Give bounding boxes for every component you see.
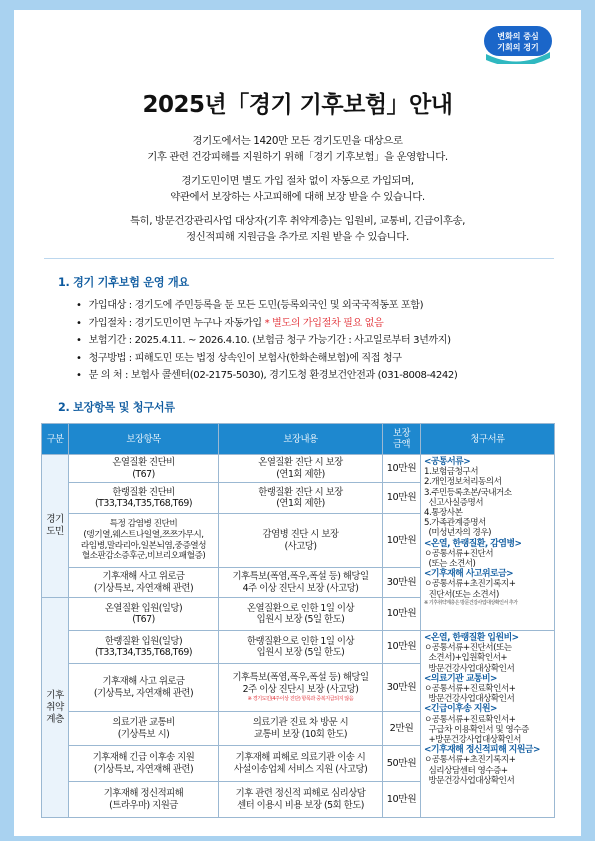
coverage-content: 한랭질환으로 인한 1일 이상 입원시 보장 (5일 한도) bbox=[219, 631, 383, 664]
coverage-amount: 10만원 bbox=[383, 631, 421, 664]
duplicate-note: ※ 경기도민(4주이상 진단) 항목과 중복지급되지 않음 bbox=[247, 695, 354, 702]
page-title: 2025년「경기 기후보험」안내 bbox=[142, 92, 453, 118]
coverage-item: 기후재해 사고 위로금 (기상특보, 자연재해 관련) bbox=[69, 568, 219, 598]
gyeonggi-logo-icon bbox=[480, 24, 556, 64]
documents-vulnerable: <온열, 한랭질환 입원비> ㅇ공통서류+진단서(또는 소견서)+입원확인서+ 방문건강사업대상확인서 <의료기관 교통비> ㅇ공통서류+진료확인서+ 방문건강사업대상확인서 <긴급이후송 지원> ㅇ공통서류+진료확인서+ 구급차 이용확인서 및 영수증 +방문건강사업대상확인서 <기후재해 정신적피해 지원금> ㅇ공통서류+초진기록지+ 심리상담센터 영수증+ 방문건강사업대상확인서 bbox=[421, 631, 555, 818]
overview-list bbox=[76, 297, 566, 385]
coverage-amount: 10만원 bbox=[383, 455, 421, 483]
coverage-amount: 10만원 bbox=[383, 483, 421, 514]
coverage-content: 기후 관련 정신적 피해로 심리상담 센터 이용시 비용 보장 (5회 한도) bbox=[219, 782, 383, 818]
coverage-content: 의료기관 진료 차 방문 시 교통비 보장 (10회 한도) bbox=[219, 712, 383, 746]
coverage-item: 온열질환 진단비 (T67) bbox=[69, 455, 219, 483]
coverage-amount: 30만원 bbox=[383, 568, 421, 598]
overview-item: • 문 의 처 : 보험사 콜센터(02-2175-5030), 경기도청 환경보건안전과 (031-8008-4242) bbox=[76, 367, 566, 385]
overview-item: • 청구방법 : 피해도민 또는 법정 상속인이 보험사(한화손해보험)에 직접 청구 bbox=[76, 350, 566, 368]
header-amount: 보장 금액 bbox=[383, 424, 421, 455]
table-header-row bbox=[42, 424, 555, 455]
coverage-content: 기후특보(폭염,폭우,폭설 등) 해당일 2주 이상 진단시 보장 (사고당) ※ 경기도민(4주이상 진단) 항목과 중복지급되지 않음 bbox=[219, 664, 383, 712]
coverage-content: 기후재해 피해로 의료기관 이송 시 사설이송업체 서비스 지원 (사고당) bbox=[219, 746, 383, 782]
notice-page bbox=[14, 10, 581, 836]
header-documents: 청구서류 bbox=[421, 424, 555, 455]
coverage-item: 온열질환 입원(일당) (T67) bbox=[69, 598, 219, 631]
coverage-item: 기후재해 긴급 이후송 지원 (기상특보, 자연재해 관련) bbox=[69, 746, 219, 782]
coverage-content: 감염병 진단 시 보장 (사고당) bbox=[219, 514, 383, 568]
intro-paragraph: 경기도에서는 1420만 모든 경기도민을 대상으로 기후 관련 건강피해를 지원하기 위해「경기 기후보험」을 운영합니다. bbox=[147, 135, 448, 163]
coverage-table bbox=[41, 423, 555, 818]
coverage-item: 기후재해 정신적피해 (트라우마) 지원금 bbox=[69, 782, 219, 818]
intro-paragraph: 경기도민이면 별도 가입 절차 없이 자동으로 가입되며, 약관에서 보장하는 사고피해에 대해 보장 받을 수 있습니다. bbox=[170, 175, 425, 203]
signup-note: * 별도의 가입절차 필요 없음 bbox=[264, 317, 384, 329]
svg-text:기회의 경기: 기회의 경기 bbox=[497, 43, 539, 52]
header-content: 보장내용 bbox=[219, 424, 383, 455]
overview-item: • 가입절차 : 경기도민이면 누구나 자동가입 * 별도의 가입절차 필요 없음 bbox=[76, 315, 566, 333]
coverage-item: 한랭질환 진단비 (T33,T34,T35,T68,T69) bbox=[69, 483, 219, 514]
overview-item: • 가입대상 : 경기도에 주민등록을 둔 모든 도민(등록외국인 및 외국국적동포 포함) bbox=[76, 297, 566, 315]
coverage-content: 한랭질환 진단 시 보장 (연1회 제한) bbox=[219, 483, 383, 514]
coverage-item: 의료기관 교통비 (기상특보 시) bbox=[69, 712, 219, 746]
coverage-item: 특정 감염병 진단비 (뎅기열,웨스트나일열,쯔쯔가무시, 라임병,말라리아,일본뇌염,중증열성 혈소판감소증후군,비브리오패혈증) bbox=[69, 514, 219, 568]
coverage-content: 온열질환 진단 시 보장 (연1회 제한) bbox=[219, 455, 383, 483]
overview-item: • 보험기간 : 2025.4.11. ~ 2026.4.10. (보험금 청구 가능기간 : 사고일로부터 3년까지) bbox=[76, 332, 566, 350]
documents-common: <공통서류> 1.보험금청구서 2.개인정보처리동의서 3.주민등록초본/국내거소 신고사실증명서 4.통장사본 5.가족관계증명서 (미성년자의 경우) <온열, 한랭질환, 감염병> ㅇ공통서류+진단서 (또는 소견서) <기후재해 사고위로금> ㅇ공통서류+초진기록지+ 진단서(또는 소견서) ※ 기후취약계층은 방문건강사업대상확인서 추가 bbox=[421, 455, 555, 631]
header-item: 보장항목 bbox=[69, 424, 219, 455]
intro-paragraph: 특히, 방문건강관리사업 대상자(기후 취약계층)는 입원비, 교통비, 긴급이후송, 정신적피해 지원금을 추가로 지원 받을 수 있습니다. bbox=[129, 215, 466, 243]
section-heading-overview: 1. 경기 기후보험 운영 개요 bbox=[58, 276, 189, 289]
intro-text bbox=[14, 134, 581, 255]
table-row bbox=[42, 455, 555, 483]
section-heading-coverage: 2. 보장항목 및 청구서류 bbox=[58, 401, 175, 414]
coverage-content: 온열질환으로 인한 1일 이상 입원시 보장 (5일 한도) bbox=[219, 598, 383, 631]
coverage-amount: 2만원 bbox=[383, 712, 421, 746]
group-residents: 경기 도민 bbox=[42, 455, 69, 598]
header-category: 구분 bbox=[42, 424, 69, 455]
svg-text:변화의 중심: 변화의 중심 bbox=[497, 32, 539, 41]
group-vulnerable: 기후 취약 계층 bbox=[42, 598, 69, 818]
table-row bbox=[42, 631, 555, 664]
coverage-amount: 10만원 bbox=[383, 598, 421, 631]
coverage-item: 한랭질환 입원(일당) (T33,T34,T35,T68,T69) bbox=[69, 631, 219, 664]
coverage-amount: 10만원 bbox=[383, 782, 421, 818]
coverage-amount: 30만원 bbox=[383, 664, 421, 712]
coverage-item: 기후재해 사고 위로금 (기상특보, 자연재해 관련) bbox=[69, 664, 219, 712]
coverage-amount: 50만원 bbox=[383, 746, 421, 782]
divider bbox=[44, 258, 554, 259]
coverage-content: 기후특보(폭염,폭우,폭설 등) 해당일 4주 이상 진단시 보장 (사고당) bbox=[219, 568, 383, 598]
coverage-amount: 10만원 bbox=[383, 514, 421, 568]
vulnerable-note: ※ 기후취약계층은 방문건강사업대상확인서 추가 bbox=[424, 599, 518, 606]
